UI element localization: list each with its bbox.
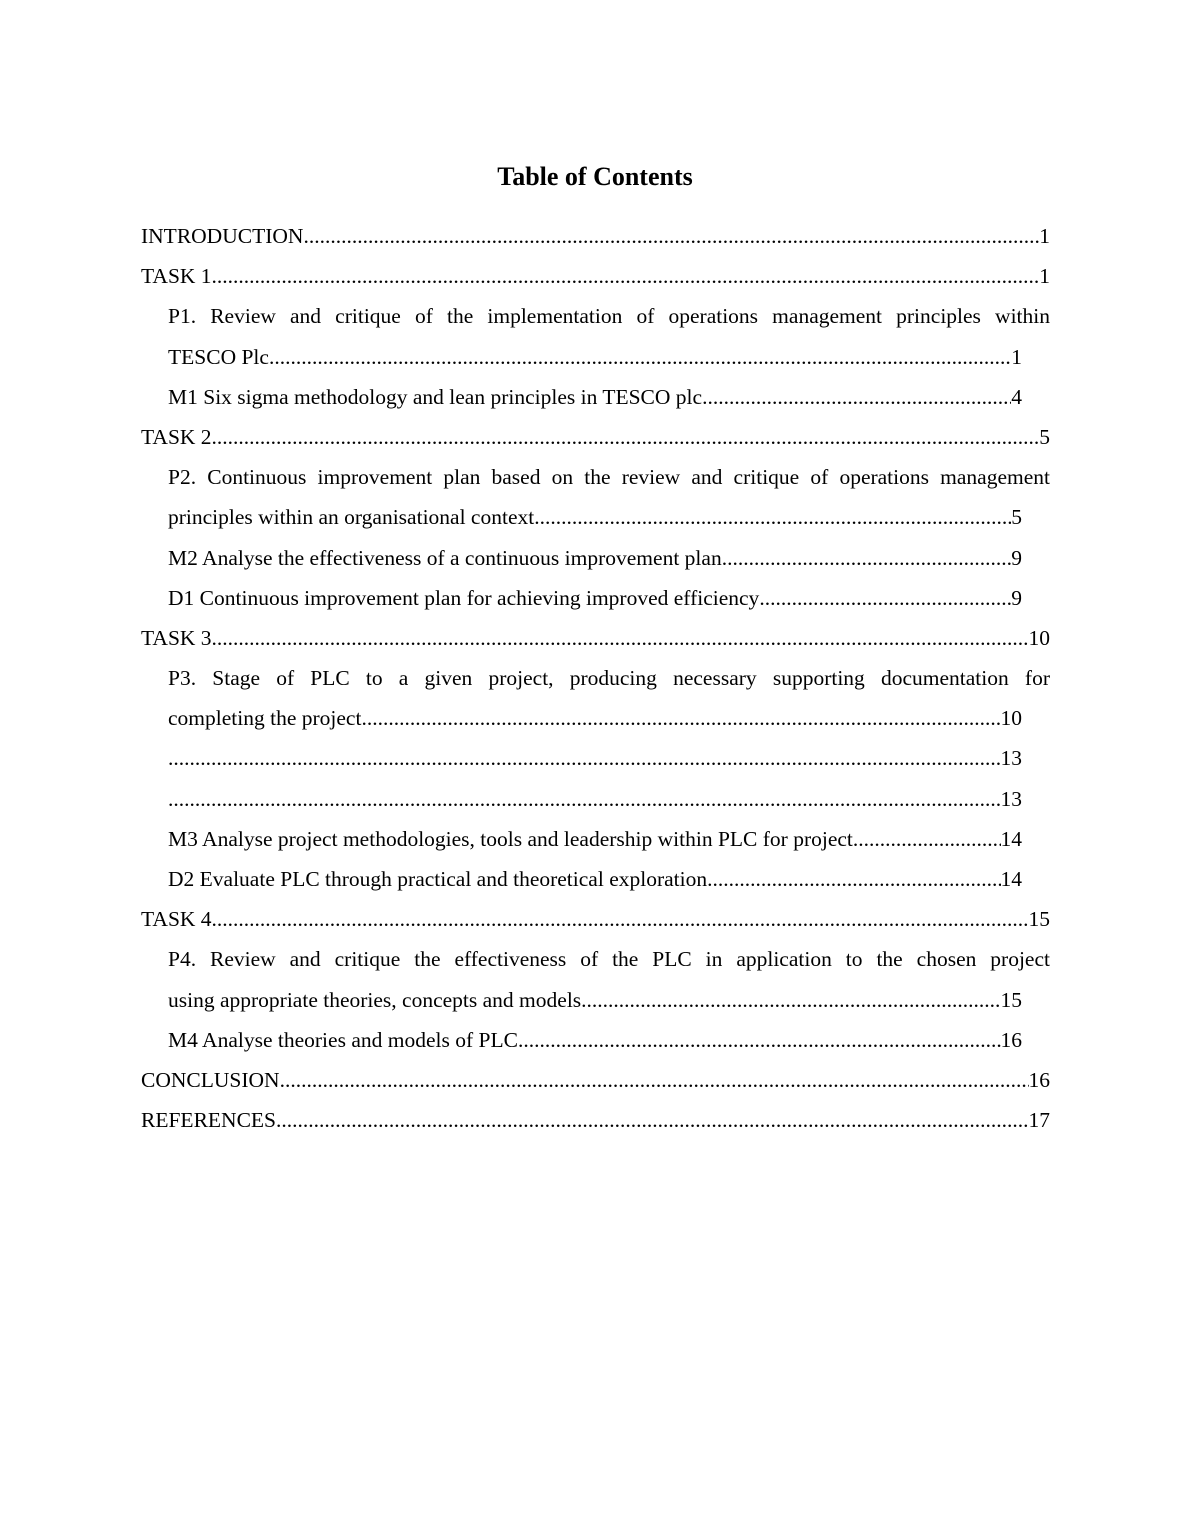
toc-page-number: 14: [1000, 826, 1022, 851]
dot-leader: [269, 337, 1011, 377]
toc-entry-text: using appropriate theories, concepts and models: [168, 987, 582, 1012]
toc-page-number: 13: [1000, 746, 1022, 771]
toc-entry-text: completing the project: [168, 706, 362, 731]
dot-leader: [722, 538, 1012, 578]
dot-leader: [212, 417, 1040, 457]
toc-page-number: 1: [1039, 264, 1050, 289]
dot-leader: [707, 859, 1000, 899]
toc-entry[interactable]: [141, 1100, 1050, 1140]
toc-entry[interactable]: [168, 538, 1022, 578]
toc-entry[interactable]: [168, 337, 1022, 377]
toc-entry-line[interactable]: P4. Review and critique the effectiveness of the PLC in application to the chosen project: [168, 947, 1050, 972]
dot-leader: [518, 1020, 1001, 1060]
toc-entry[interactable]: [141, 256, 1050, 296]
toc-entry[interactable]: [141, 618, 1050, 658]
dot-leader: [212, 618, 1029, 658]
toc-entry[interactable]: [141, 1060, 1050, 1100]
toc-page-number: 17: [1028, 1108, 1050, 1133]
toc-entry-text: TASK 2: [141, 424, 212, 449]
toc-page-number: 14: [1000, 867, 1022, 891]
toc-entry-text: REFERENCES: [141, 1108, 276, 1133]
dot-leader: [280, 1060, 1029, 1100]
toc-title: Table of Contents: [497, 162, 693, 191]
dot-leader: [702, 377, 1011, 417]
toc-entry[interactable]: [168, 578, 1022, 618]
dot-leader: [534, 497, 1011, 537]
dot-leader: [581, 980, 1000, 1020]
toc-entry-text: D1 Continuous improvement plan for achieving improved efficiency: [168, 585, 760, 610]
toc-entry-line[interactable]: P3. Stage of PLC to a given project, producing necessary supporting documentation for: [168, 666, 1050, 691]
toc-page-number: 9: [1011, 545, 1022, 570]
toc-entry-text: TASK 4: [141, 907, 212, 932]
dot-leader: [361, 698, 1000, 738]
toc-page-number: 10: [1028, 625, 1050, 650]
toc-entry[interactable]: [168, 698, 1022, 738]
toc-entry[interactable]: [168, 819, 1022, 859]
toc-entry[interactable]: [168, 497, 1022, 537]
dot-leader: [303, 216, 1039, 256]
toc-entry[interactable]: [141, 216, 1050, 256]
toc-entry-text: TESCO Plc: [168, 344, 269, 369]
toc-page-number: 1: [1039, 224, 1050, 248]
toc-entry-text: TASK 3: [141, 625, 212, 650]
toc-entry-line[interactable]: P2. Continuous improvement plan based on the review and critique of operations management: [168, 465, 1050, 490]
toc-page-number: 15: [1000, 987, 1022, 1012]
toc-entry-text: M4 Analyse theories and models of PLC: [168, 1027, 518, 1052]
toc-entry-text: INTRODUCTION: [141, 224, 304, 248]
dot-leader: [276, 1100, 1029, 1140]
toc-page-number: 5: [1039, 424, 1050, 449]
toc-entry[interactable]: [168, 859, 1022, 899]
toc-entry-line[interactable]: P1. Review and critique of the implementation of operations management principles within: [168, 304, 1050, 329]
dot-leader: [853, 819, 1001, 859]
toc-entry[interactable]: [168, 377, 1022, 417]
dot-leader: [212, 256, 1040, 296]
toc-entry-text: M1 Six sigma methodology and lean principles in TESCO plc: [168, 384, 703, 409]
toc-page-number: 15: [1028, 907, 1050, 932]
toc-entry[interactable]: [168, 1020, 1022, 1060]
toc-entry-text: CONCLUSION: [141, 1067, 280, 1092]
toc-page-number: 5: [1011, 505, 1022, 530]
dot-leader: [168, 738, 1001, 778]
toc-entry-text: D2 Evaluate PLC through practical and theoretical exploration: [168, 867, 708, 891]
toc-entry-text: M2 Analyse the effectiveness of a continuous improvement plan: [168, 545, 722, 570]
dot-leader: [168, 779, 1001, 819]
toc-entry-text: M3 Analyse project methodologies, tools and leadership within PLC for project: [168, 826, 853, 851]
toc-page-number: 16: [1000, 1027, 1022, 1052]
toc-entry[interactable]: [168, 980, 1022, 1020]
toc-page-number: 4: [1011, 384, 1022, 409]
toc-entry-text: principles within an organisational context: [168, 505, 535, 530]
dot-leader: [212, 899, 1029, 939]
toc-entry[interactable]: [168, 779, 1022, 819]
dot-leader: [759, 578, 1011, 618]
toc-entry[interactable]: [141, 417, 1050, 457]
toc-page-number: 1: [1011, 344, 1022, 369]
toc-page-number: 9: [1011, 585, 1022, 610]
toc-page-number: 16: [1028, 1067, 1050, 1092]
toc-entry-text: TASK 1: [141, 264, 212, 289]
toc-page-number: 13: [1000, 786, 1022, 811]
toc-page-number: 10: [1000, 706, 1022, 731]
table-of-contents: [141, 216, 1050, 1140]
toc-entry[interactable]: [168, 738, 1022, 778]
toc-entry[interactable]: [141, 899, 1050, 939]
